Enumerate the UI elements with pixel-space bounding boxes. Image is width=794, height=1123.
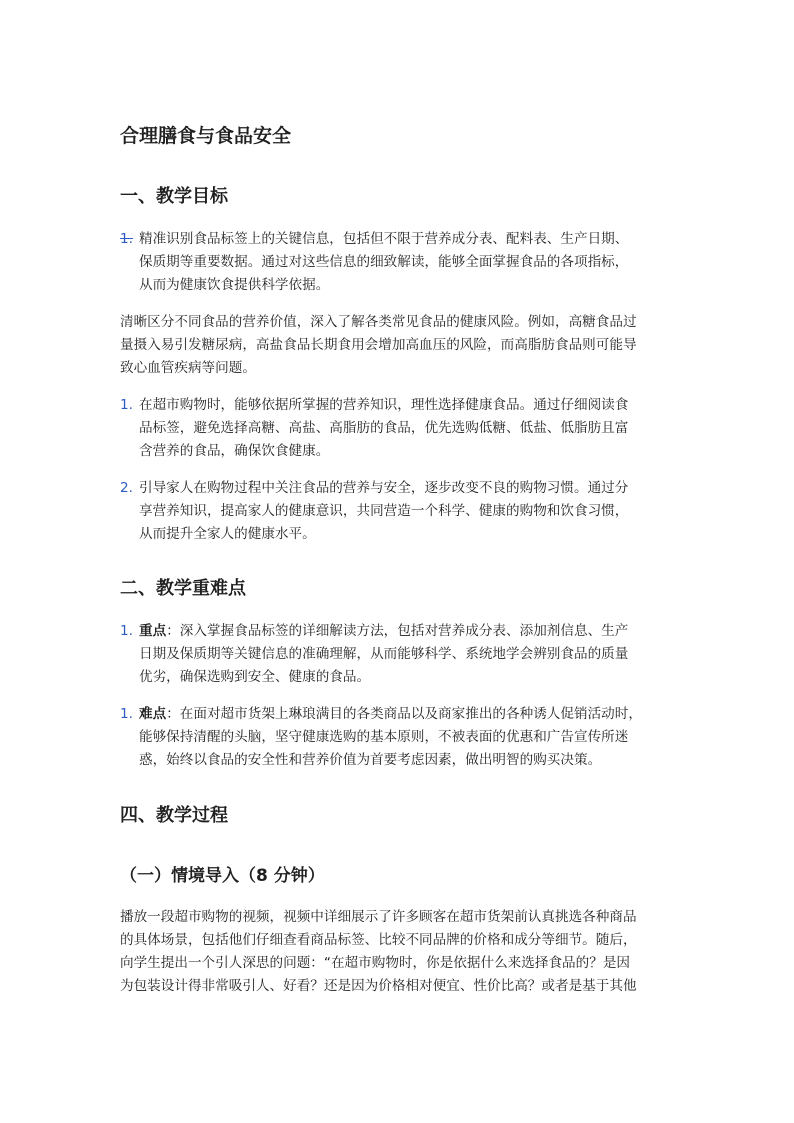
difficulty-label: 难点: [139, 706, 167, 722]
list-number: 1.: [120, 231, 133, 247]
list-number: 1.: [120, 623, 133, 639]
text-line: 的具体场景，包括他们仔细查看商品标签、比较不同品牌的价格和成分等细节。随后，: [120, 932, 637, 948]
section-heading-key-points: 二、教学重难点: [120, 578, 246, 599]
page-title: 合理膳食与食品安全: [120, 125, 292, 147]
text-line: 保质期等重要数据。通过对这些信息的细致解读，能够全面掌握食品的各项指标，: [139, 254, 629, 270]
list-item-text: [139, 477, 680, 546]
text-line: 优劣，确保选购到安全、健康的食品。: [139, 669, 371, 685]
text-line: 播放一段超市购物的视频，视频中详细展示了许多顾客在超市货架前认真挑选各种商品: [120, 909, 637, 925]
text-line: 清晰区分不同食品的营养价值，深入了解各类常见食品的健康风险。例如，高糖食品过: [120, 314, 637, 330]
list-item-text: [139, 228, 680, 297]
text-line: 致心血管疾病等问题。: [120, 360, 256, 376]
text-line: 从而为健康饮食提供科学依据。: [139, 277, 330, 293]
key-point-label: 重点: [139, 623, 167, 639]
list-number: 1.: [120, 397, 133, 413]
text-line: 精准识别食品标签上的关键信息，包括但不限于营养成分表、配料表、生产日期、: [139, 231, 629, 247]
text-line: 享营养知识，提高家人的健康意识，共同营造一个科学、健康的购物和饮食习惯，: [139, 503, 629, 519]
text-line: [139, 620, 680, 643]
paragraph: [120, 906, 680, 998]
text-line: 品标签，避免选择高糖、高盐、高脂肪的食品，优先选购低糖、低盐、低脂肪且富: [139, 420, 629, 436]
list-number: 2.: [120, 480, 133, 496]
key-point-text: ：深入掌握食品标签的详细解读方法，包括对营养成分表、添加剂信息、生产: [166, 623, 629, 639]
text-line: 量摄入易引发糖尿病，高盐食品长期食用会增加高血压的风险，而高脂肪食品则可能导: [120, 337, 637, 353]
section-heading-process: 四、教学过程: [120, 805, 228, 826]
list-item-text: [139, 703, 680, 772]
text-line: 含营养的食品，确保饮食健康。: [139, 443, 330, 459]
text-line: 从而提升全家人的健康水平。: [139, 526, 316, 542]
text-line: 能够保持清醒的头脑，坚守健康选购的基本原则，不被表面的优惠和广告宣传所迷: [139, 729, 629, 745]
subsection-heading: （一）情境导入（8 分钟）: [120, 866, 325, 886]
text-line: 引导家人在购物过程中关注食品的营养与安全，逐步改变不良的购物习惯。通过分: [139, 480, 629, 496]
text-line: 在超市购物时，能够依据所掌握的营养知识，理性选择健康食品。通过仔细阅读食: [139, 397, 629, 413]
text-line: 日期及保质期等关键信息的准确理解，从而能够科学、系统地学会辨别食品的质量: [139, 646, 629, 662]
difficulty-text: ：在面对超市货架上琳琅满目的各类商品以及商家推出的各种诱人促销活动时，: [166, 706, 642, 722]
text-line: 惑，始终以食品的安全性和营养价值为首要考虑因素，做出明智的购买决策。: [139, 752, 602, 768]
list-number: 1.: [120, 706, 133, 722]
list-item-text: [139, 620, 680, 689]
section-heading-objectives: 一、教学目标: [120, 186, 228, 207]
list-item-text: [139, 394, 680, 463]
text-line: 向学生提出一个引人深思的问题：“在超市购物时，你是依据什么来选择食品的？是因: [120, 955, 631, 971]
text-line: 为包装设计得非常吸引人、好看？还是因为价格相对便宜、性价比高？或者是基于其他: [120, 978, 637, 994]
text-line: [139, 703, 680, 726]
paragraph: [120, 311, 680, 380]
